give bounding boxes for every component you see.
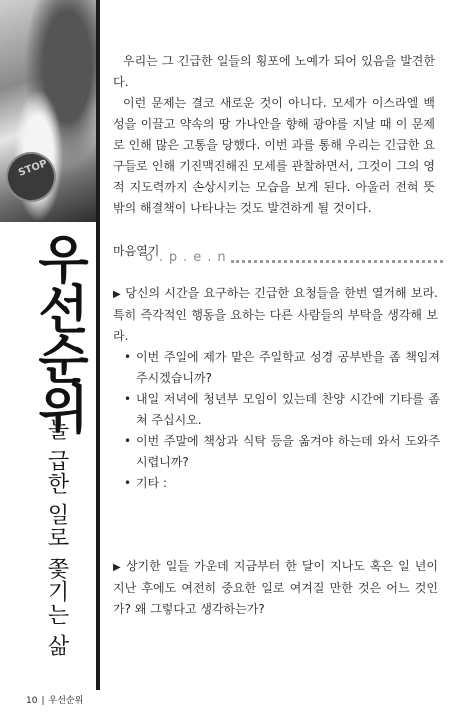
intro-line: 우리는 그 긴급한 일들의 횡포에 노예가 되어 있음을 발견한다. <box>113 54 435 89</box>
chapter-title: 우선순위 <box>28 232 88 432</box>
cover-photo <box>0 0 96 222</box>
intro-text <box>113 51 435 219</box>
dotted-rule <box>231 260 443 263</box>
vertical-divider <box>96 0 100 690</box>
stop-sign-text: STOP <box>17 158 49 179</box>
footer-separator: | <box>41 696 45 706</box>
request-list <box>124 347 440 494</box>
list-item: • 기타 : <box>124 473 440 494</box>
triangle-bullet-icon: ▶ <box>113 289 122 300</box>
list-item: • 내일 저녁에 청년부 모임이 있는데 찬양 시간에 기타를 좀 쳐 주십시오. <box>124 389 440 431</box>
page-number: 10 <box>26 696 38 706</box>
open-label: 마음열기 <box>113 244 160 258</box>
list-item: • 이번 주말에 책상과 식탁 등을 옮겨야 하는데 와서 도와주시렵니까? <box>124 431 440 473</box>
open-section-heading <box>113 242 443 266</box>
footer-section: 우선순위 <box>48 696 84 706</box>
open-word: o.p.e.n <box>145 250 232 265</box>
intro-paragraph: 이런 문제는 결코 새로운 것이 아니다. 모세가 이스라엘 백성을 이끌고 약속의 땅 가나안을 향해 광야를 지날 때 이 문제로 인해 많은 고통을 당했다. 이번 과를 통해 우리는 긴급한 요구들로 인해 기진맥진해진 모세를 관찰하면서, 그것이 그의 영적 지도력까지 손상시키는 모습을 보게 된다. 아울러 전혀 뜻밖의 해결책이 나타나는 것도 발견하게 될 것이다. <box>113 96 435 215</box>
question-2-text: 상기한 일들 가운데 지금부터 한 달이 지나도 혹은 일 년이 지난 후에도 여전히 중요한 일로 여겨질 만한 것은 어느 것인가? 왜 그렇다고 생각하는가? <box>113 559 438 616</box>
question-1-text: 당신의 시간을 요구하는 긴급한 요청들을 한번 열거해 보라. 특히 즉각적인 행동을 요하는 다른 사람들의 부탁을 생각해 보라. <box>113 286 438 343</box>
list-item: • 이번 주일에 제가 맡은 주일학교 성경 공부반을 좀 책임져 주시겠습니까? <box>124 347 440 389</box>
question-1 <box>113 283 438 347</box>
chapter-subtitle: 늘 급한 일로 쫓기는 삶 <box>44 418 69 657</box>
page-footer <box>26 693 83 706</box>
question-2 <box>113 556 438 620</box>
triangle-bullet-icon: ▶ <box>113 562 122 573</box>
stop-sign-image <box>0 145 63 209</box>
